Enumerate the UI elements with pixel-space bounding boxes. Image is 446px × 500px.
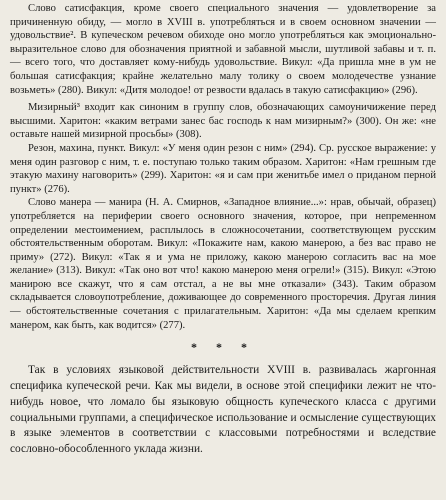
- paragraph-conclusion: Так в условиях языковой действительности XVIII в. развивалась жаргонная специфика купеческой речи. Как мы видели, в основе этой специфики лежит не что-нибудь новое, что ломало бы языковую общность купеческого класса с другими социальными группами, а специфическое использование и осмысление существующих в языке элементов в соответствии с классовыми потребностями и вследствие сословно-обособленного уклада жизни.: [10, 364, 436, 456]
- paragraph-manera: Слово манера — манира (Н. А. Смирнов, «Западное влияние...»: нрав, обычай, образец) употребляется на периферии своего основного значения, которое, при непременном определении местоимением, расплылось в сложносочетании, соответствующем русским обстоятельственным оборотам. Викул: «Покажите нам, какою манерою, а без вас право не приму» (272). Викул: «Так я и ума не приложу, какою манерою согласить вас на мое желание» (313). Викул: «Так оно вот что! какою манерою меня огрели!» (315). Викул: «Этою манирою все скажут, что я сам отстал, а не вы мне отказали» (343). Таким образом складывается словоупотребление, доживающее до современного просторечия. Другая линия — обстоятельственные сочетания с прилагательным. Харитон: «Да мы сделаем крепким манером, как быть, как водится» (277).: [10, 197, 436, 331]
- paragraph-satisfaction: Слово сатисфакция, кроме своего специального значения — удовлетворение за причиненную обиду, — могло в XVIII в. употребляться и в своем основном значении — удовольствие². В купеческом речевом обиходе оно могло употребляться как эмоционально-выразительное слово для обозначения приятной и забавной мысли, шутливой забавы и т. п. — всего того, что доставляет кому-нибудь удовольствие. Викул: «Да пришла мне в ум не большая сатисфакция; крайне желательно малу толику о своем молодечестве узнание возьметь» (280). Викул: «Дитя молодое! от резвости вдалась в такую сатисфакцию» (296).: [10, 3, 436, 96]
- paragraph-rezon: Резон, махина, пункт. Викул: «У меня один резон с ним» (294). Ср. русское выражение: у меня один разговор с ним, т. е. поступаю только таким образом. Харитон: «Нам грешным где этакую махину наговорить» (299). Харитон: «я и сам при женитьбе имел о приданом перной пункт» (276).: [10, 142, 436, 195]
- paragraph-mizirny: Мизирный³ входит как синоним в группу слов, обозначающих самоуничижение перед высшими. Харитон: «каким ветрами занес бас господь к нам мизирным?» (300). Он же: «не оставьте нашей мизирной просьбы» (308).: [10, 102, 436, 141]
- section-separator: * * *: [191, 340, 255, 355]
